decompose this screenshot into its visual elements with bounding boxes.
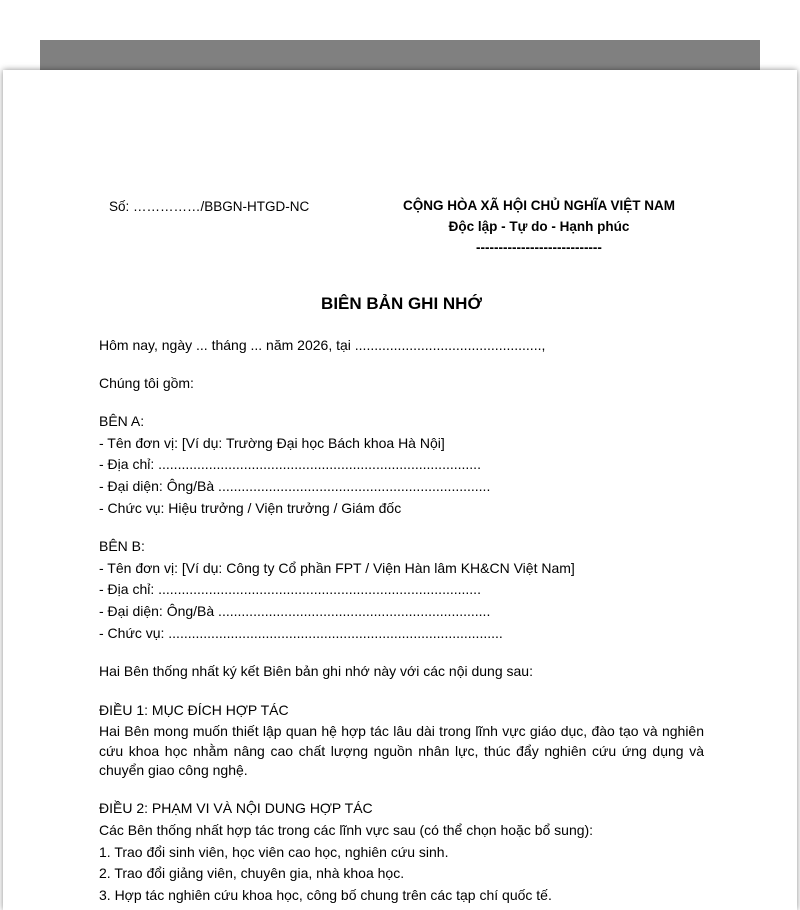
national-motto	[364, 195, 714, 258]
agreement-intro: Hai Bên thống nhất ký kết Biên bản ghi nhớ này với các nội dung sau:	[99, 663, 533, 679]
document-number: Số: ……………/BBGN-HTGD-NC	[109, 199, 310, 214]
article-1-body: Hai Bên mong muốn thiết lập quan hệ hợp tác lâu dài trong lĩnh vực giáo dục, đào tạo và nghiên cứu khoa học nhằm nâng cao chất lượng nguồn nhân lực, thúc đẩy nghiên cứu ứng dụng và chuyển giao công nghệ.	[99, 723, 704, 778]
party-b-unit: - Tên đơn vị: [Ví dụ: Công ty Cổ phần FPT / Viện Hàn lâm KH&CN Việt Nam]	[99, 560, 575, 576]
date-location-line: Hôm nay, ngày ... tháng ... năm 2026, tại ................................................,	[99, 337, 546, 353]
party-a-address: - Địa chỉ: ...................................................................................	[99, 456, 481, 472]
party-b-position: - Chức vụ: ......................................................................................	[99, 625, 503, 641]
article-2-item: 2. Trao đổi giảng viên, chuyên gia, nhà khoa học.	[99, 865, 405, 881]
nation-name: CỘNG HÒA XÃ HỘI CHỦ NGHĨA VIỆT NAM	[402, 198, 675, 213]
document-title: BIÊN BẢN GHI NHỚ	[321, 294, 482, 313]
document-header	[99, 195, 704, 265]
article-1-heading: ĐIỀU 1: MỤC ĐÍCH HỢP TÁC	[99, 702, 289, 718]
document-page	[3, 70, 797, 910]
party-b-address: - Địa chỉ: ...................................................................................	[99, 581, 481, 597]
article-2-item: 3. Hợp tác nghiên cứu khoa học, công bố chung trên các tạp chí quốc tế.	[99, 887, 552, 903]
party-a-representative: - Đại diện: Ông/Bà ......................................................................	[99, 478, 491, 494]
party-b-representative: - Đại diện: Ông/Bà ......................................................................	[99, 603, 491, 619]
party-a-heading: BÊN A:	[99, 413, 145, 429]
party-a-position: - Chức vụ: Hiệu trưởng / Viện trưởng / Giám đốc	[99, 500, 402, 516]
nation-motto: Độc lập - Tự do - Hạnh phúc	[448, 219, 630, 234]
article-2-heading: ĐIỀU 2: PHẠM VI VÀ NỘI DUNG HỢP TÁC	[99, 800, 373, 816]
party-b-heading: BÊN B:	[99, 538, 145, 554]
article-2-item: 1. Trao đổi sinh viên, học viên cao học, nghiên cứu sinh.	[99, 844, 449, 860]
party-a-unit: - Tên đơn vị: [Ví dụ: Trường Đại học Bách khoa Hà Nội]	[99, 435, 445, 451]
nation-divider: ----------------------------	[476, 240, 602, 255]
participants-intro: Chúng tôi gồm:	[99, 375, 194, 391]
article-2-intro: Các Bên thống nhất hợp tác trong các lĩnh vực sau (có thể chọn hoặc bổ sung):	[99, 822, 594, 838]
